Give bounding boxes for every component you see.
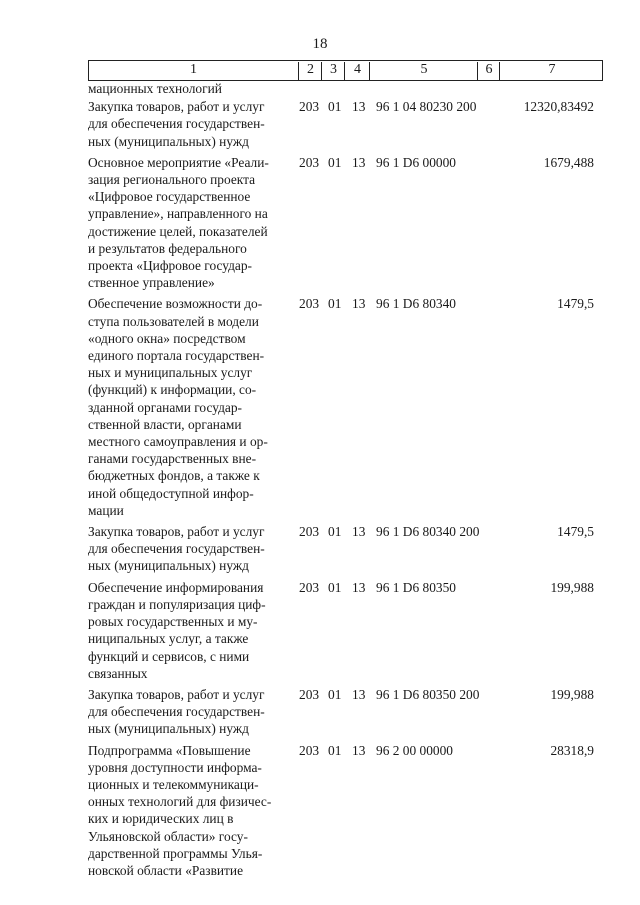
row-name-line: ных и муниципальных услуг [88,365,253,381]
row-name-line: ганами государственных вне- [88,451,257,467]
row-name-line: (функций) к информации, со- [88,382,257,398]
page-number: 18 [312,36,328,52]
header-col-2: 2 [298,62,322,81]
col-2-value: 203 [299,686,320,702]
row-codes [88,523,608,540]
col-4-value: 13 [352,686,366,702]
row-name-line: Обеспечение возможности до- [88,296,263,312]
header-col-3: 3 [321,62,345,81]
row-codes [88,154,608,171]
col-7-value: 1679,488 [543,154,594,170]
row-name-line: мационных технологий [88,81,222,96]
col-4-value: 13 [352,524,366,540]
row-name-line: ных (муниципальных) нужд [88,721,249,737]
table-row [88,98,608,150]
col-3-value: 01 [328,686,342,702]
col-3-value: 01 [328,579,342,595]
row-name-line: ных (муниципальных) нужд [88,558,249,574]
col-2-value: 203 [299,579,320,595]
row-codes [88,579,608,596]
row-name-line: Подпрограмма «Повышение [88,742,251,758]
col-5-value: 96 1 D6 00000 [376,154,456,170]
row-name-line: граждан и популяризация циф- [88,596,266,612]
row-name-line: Основное мероприятие «Реали- [88,154,269,170]
row-name [88,742,293,880]
table-row [88,579,608,682]
row-name-line: проекта «Цифровое государ- [88,258,252,274]
row-codes [88,98,608,115]
row-name-line: управление», направленного на [88,206,268,222]
col-5-value: 96 1 D6 80340 [376,296,456,312]
col-3-value: 01 [328,742,342,758]
row-name-line: уровня доступности информа- [88,759,262,775]
row-name-line: онных технологий для физичес- [88,794,272,810]
col-7-value: 1479,5 [557,296,594,312]
table-header [88,60,603,81]
col-2-value: 203 [299,99,320,115]
table-body [88,80,608,879]
row-name-line: ступа пользователей в модели [88,313,259,329]
row-name-line: для обеспечения государствен- [88,116,265,132]
row-name-line: ких и юридических лиц в [88,811,234,827]
row-name-line: ционных и телекоммуникаци- [88,776,259,792]
row-name-line: ственной власти, органами [88,416,242,432]
row-name-line: ных (муниципальных) нужд [88,133,249,149]
row-name-line: связанных [88,665,148,681]
table-row [88,523,608,575]
row-name [88,80,293,97]
row-name-line: мации [88,502,124,518]
col-4-value: 13 [352,99,366,115]
col-7-value: 12320,83492 [523,99,594,115]
col-5-value: 96 1 D6 80350 [376,579,456,595]
col-7-value: 199,988 [550,686,594,702]
row-name-line: новской области «Развитие [88,862,244,878]
row-name-line: для обеспечения государствен- [88,541,265,557]
col-5-value: 96 1 04 80230 200 [376,99,477,115]
row-codes [88,686,608,703]
row-name-line: Закупка товаров, работ и услуг [88,686,265,702]
row-name-line: «Цифровое государственное [88,189,251,205]
row-name-line: Обеспечение информирования [88,579,264,595]
row-name-line: ственное управление» [88,275,215,291]
col-2-value: 203 [299,296,320,312]
row-name-line: достижение целей, показателей [88,223,268,239]
header-col-1: 1 [190,62,197,77]
header-col-7: 7 [499,62,604,81]
col-3-value: 01 [328,296,342,312]
row-name-line: Закупка товаров, работ и услуг [88,524,265,540]
col-7-value: 28318,9 [550,742,594,758]
row-name-line: и результатов федерального [88,240,247,256]
col-2-value: 203 [299,742,320,758]
row-name-line: функций и сервисов, с ними [88,648,250,664]
col-4-value: 13 [352,579,366,595]
col-5-value: 96 1 D6 80350 200 [376,686,480,702]
header-col-6: 6 [477,62,500,81]
col-2-value: 203 [299,154,320,170]
row-codes [88,295,608,312]
col-4-value: 13 [352,154,366,170]
row-name-line: местного самоуправления и ор- [88,434,268,450]
row-name-line: Закупка товаров, работ и услуг [88,99,265,115]
row-name-line: ровых государственных и му- [88,614,258,630]
table-row [88,154,608,292]
col-7-value: 1479,5 [557,524,594,540]
row-name-line: Ульяновской области» госу- [88,828,248,844]
row-name [88,295,293,519]
row-name [88,154,293,292]
col-5-value: 96 1 D6 80340 200 [376,524,480,540]
table-row [88,80,608,97]
table-row [88,295,608,519]
row-name-line: единого портала государствен- [88,348,265,364]
row-codes [88,742,608,759]
row-name-line: дарственной программы Улья- [88,845,263,861]
row-name-line: иной общедоступной инфор- [88,485,254,501]
row-name-line: ниципальных услуг, а также [88,631,249,647]
col-7-value: 199,988 [550,579,594,595]
col-4-value: 13 [352,742,366,758]
table-row [88,686,608,738]
col-5-value: 96 2 00 00000 [376,742,453,758]
col-2-value: 203 [299,524,320,540]
col-3-value: 01 [328,99,342,115]
col-3-value: 01 [328,524,342,540]
header-col-5: 5 [369,62,478,81]
row-name-line: «одного окна» посредством [88,330,246,346]
row-name-line: зация регионального проекта [88,172,256,188]
row-name-line: бюджетных фондов, а также к [88,468,260,484]
table-row [88,742,608,880]
header-col-4: 4 [344,62,370,81]
col-4-value: 13 [352,296,366,312]
row-name-line: для обеспечения государствен- [88,704,265,720]
row-name-line: зданной органами государ- [88,399,242,415]
col-3-value: 01 [328,154,342,170]
